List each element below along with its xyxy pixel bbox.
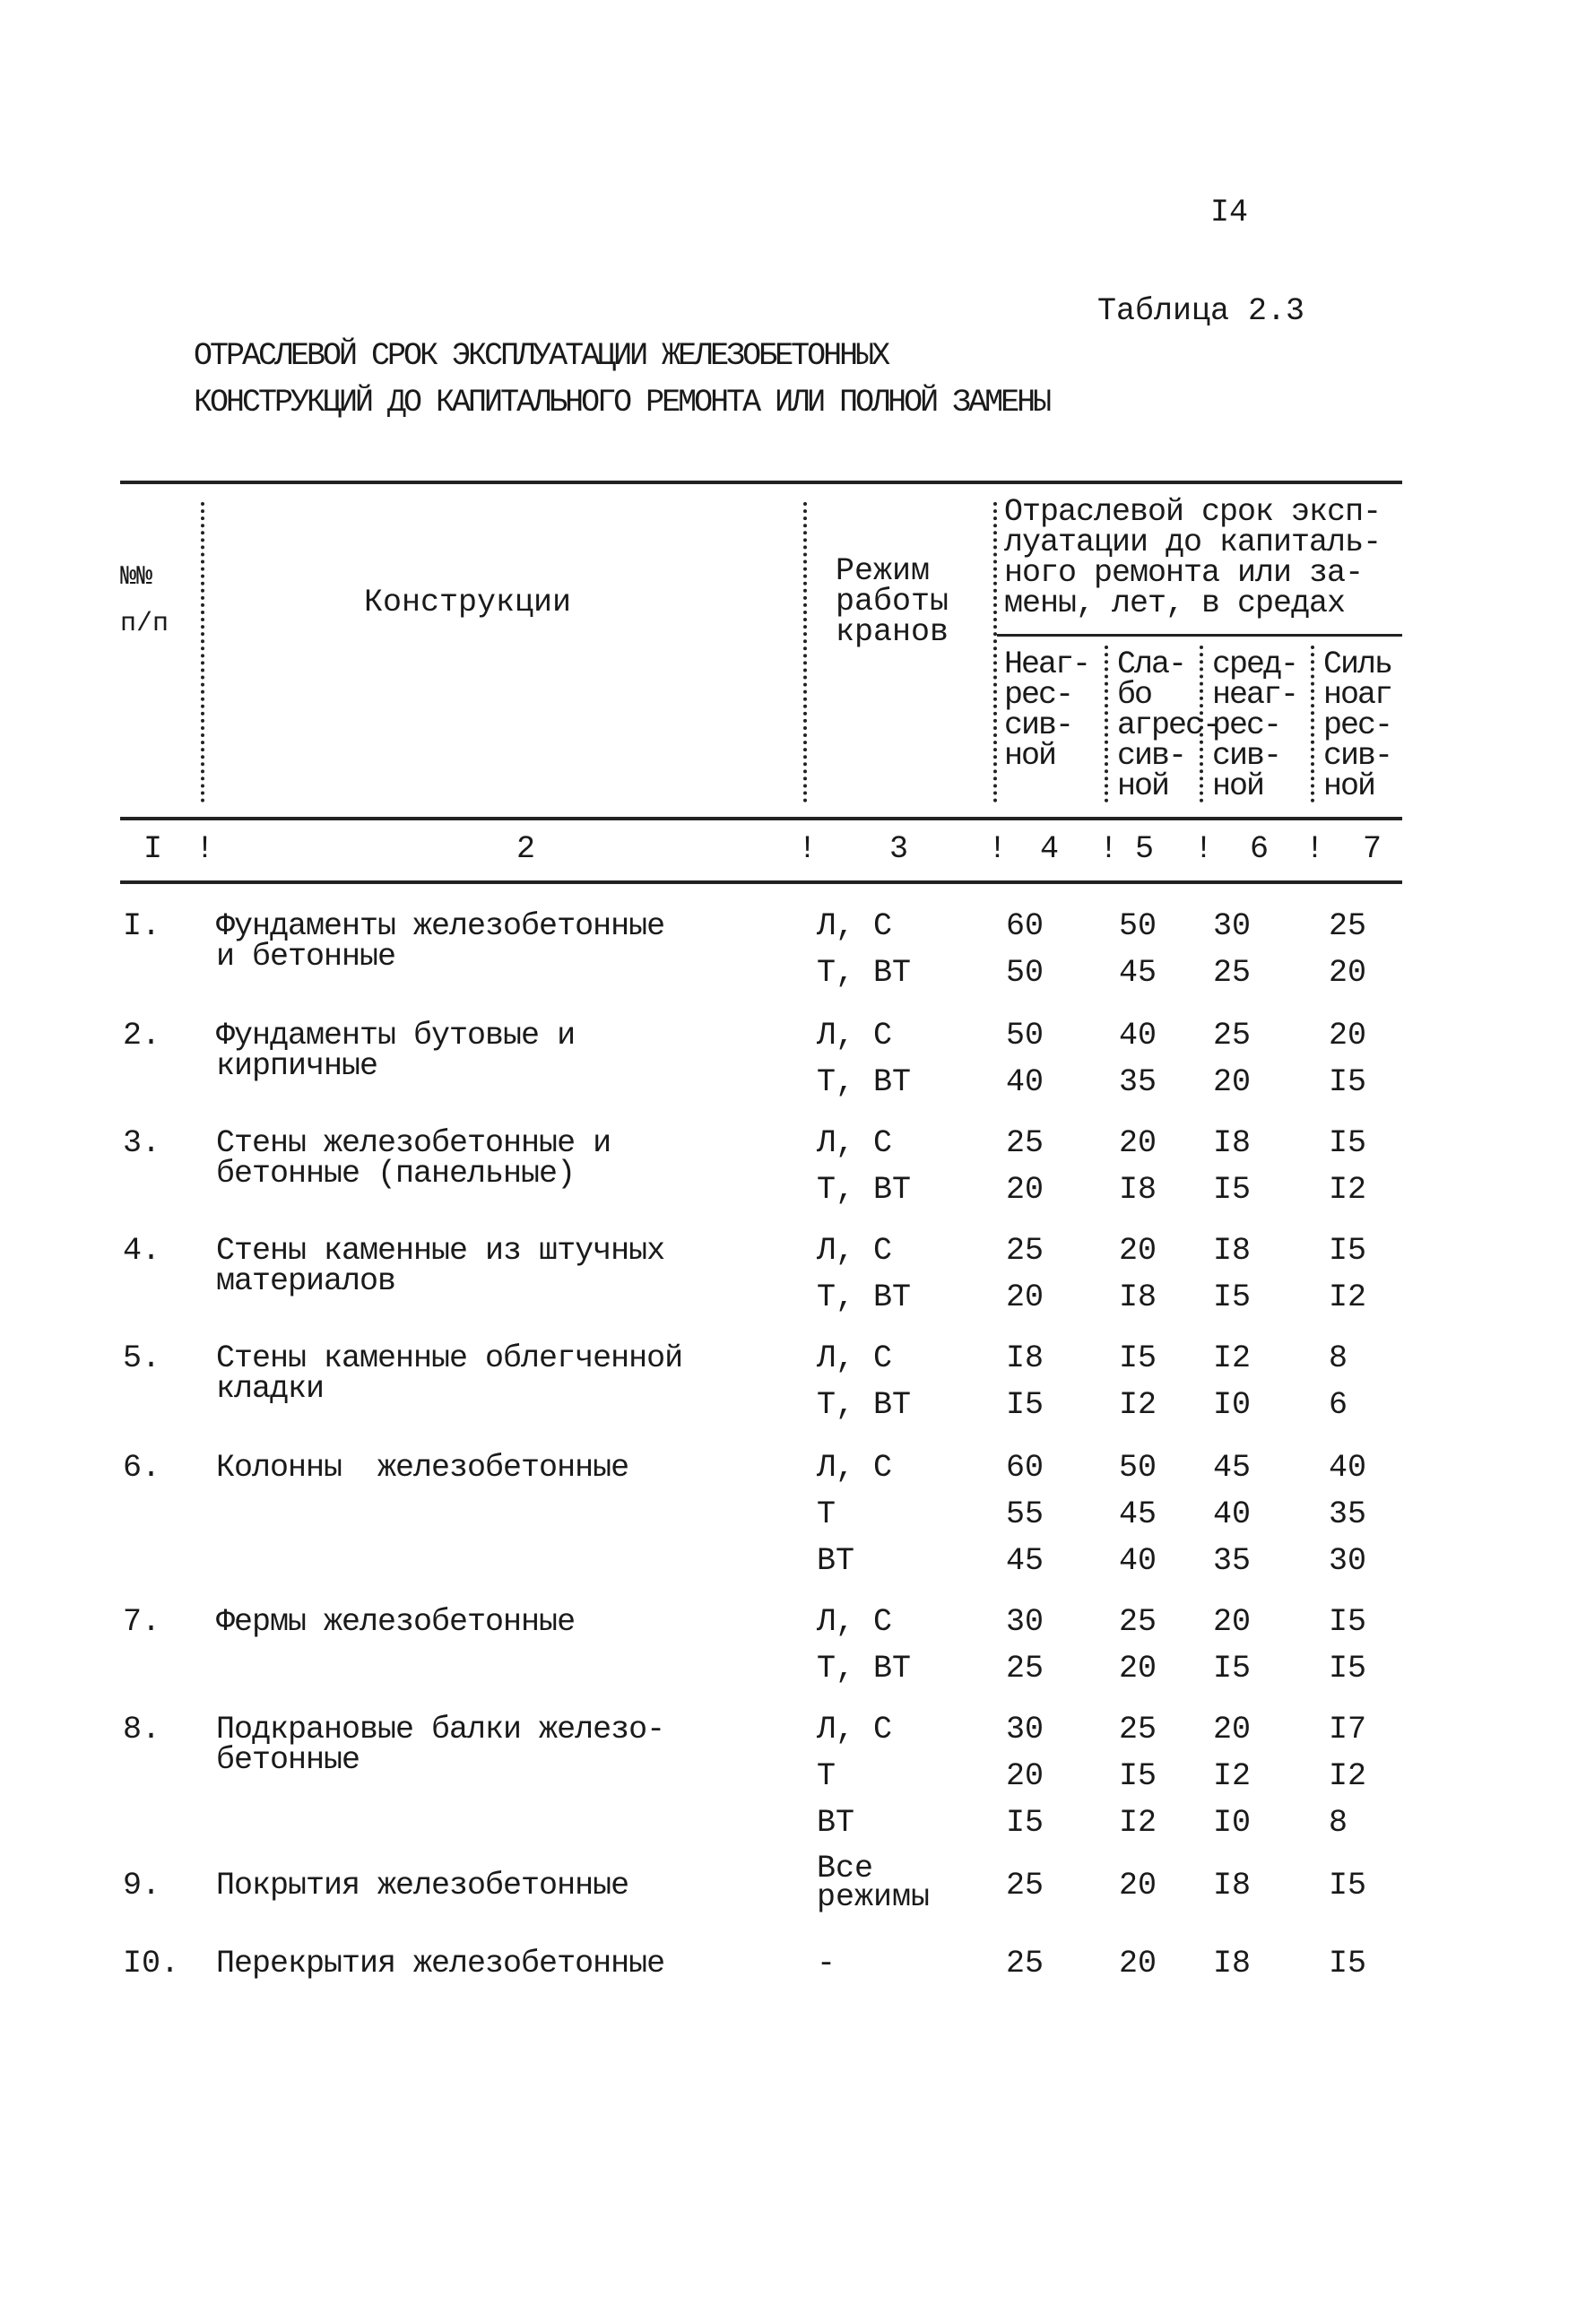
subheader-line: сив-: [1117, 738, 1186, 774]
subheader-line: ной: [1117, 768, 1169, 804]
column-number: 6: [1250, 831, 1270, 867]
service-life-value: I5: [1213, 1172, 1252, 1208]
group-rule: [997, 634, 1402, 637]
crane-regime: Л, С: [817, 1340, 893, 1376]
header-num: [120, 554, 169, 647]
service-life-value: 25: [1006, 1125, 1044, 1161]
service-life-value: I2: [1213, 1758, 1252, 1794]
separator: [201, 502, 204, 802]
service-life-value: 40: [1329, 1450, 1367, 1486]
column-number: 7: [1363, 831, 1382, 867]
service-life-value: I5: [1119, 1340, 1157, 1376]
table-title-line-2: КОНСТРУКЦИЙ ДО КАПИТАЛЬНОГО РЕМОНТА ИЛИ ПОЛНОЙ ЗАМЕНЫ: [194, 385, 1050, 421]
col-number-rule: [120, 880, 1402, 884]
service-life-value: 30: [1006, 1712, 1044, 1747]
service-life-value: I2: [1329, 1758, 1367, 1794]
service-life-value: 20: [1119, 1651, 1157, 1687]
construction-name: Покрытия железобетонные: [216, 1868, 629, 1903]
page-number: I4: [1210, 195, 1249, 230]
service-life-value: 35: [1119, 1064, 1157, 1100]
service-life-value: I8: [1119, 1279, 1157, 1315]
subheader-line: Сла-: [1117, 646, 1186, 682]
table-top-rule: [120, 481, 1402, 484]
subheader-line: рес-: [1212, 707, 1281, 743]
service-life-value: I5: [1213, 1279, 1252, 1315]
service-life-value: 20: [1119, 1125, 1157, 1161]
subheader-line: ноаг: [1323, 677, 1392, 713]
group-line: Отраслевой срок эксп-: [1004, 494, 1382, 530]
crane-regime: Л, С: [817, 1125, 893, 1161]
column-separator: !: [195, 831, 215, 867]
subheader-7: [1323, 646, 1392, 804]
service-life-value: I8: [1119, 1172, 1157, 1208]
service-life-value: 25: [1213, 955, 1252, 991]
service-life-value: I8: [1213, 1868, 1252, 1903]
crane-regime: Л, С: [817, 1018, 893, 1054]
crane-regime: Л, С: [817, 1712, 893, 1747]
crane-regime: ВТ: [817, 1543, 855, 1579]
table-title-line-1: ОТРАСЛЕВОЙ СРОК ЭКСПЛУАТАЦИИ ЖЕЛЕЗОБЕТОННЫХ: [194, 338, 888, 374]
subheader-line: неаг-: [1212, 677, 1298, 713]
service-life-value: I5: [1329, 1604, 1367, 1640]
header-regime: [836, 553, 949, 650]
crane-regime: Т, ВТ: [817, 1279, 912, 1315]
crane-regime: Л, С: [817, 1604, 893, 1640]
crane-regime: ВТ: [817, 1805, 855, 1841]
group-line: ного ремонта или за-: [1004, 555, 1364, 591]
row-number: 6.: [123, 1450, 161, 1486]
construction-name: Фундаменты железобетонные: [216, 908, 665, 944]
construction-name: и бетонные: [216, 939, 396, 975]
construction-name: Колонны железобетонные: [216, 1450, 629, 1486]
subheader-4: [1004, 646, 1090, 774]
service-life-value: 20: [1213, 1604, 1252, 1640]
construction-name: кладки: [216, 1371, 325, 1407]
service-life-value: 40: [1006, 1064, 1044, 1100]
service-life-value: I5: [1329, 1651, 1367, 1687]
separator: [1105, 646, 1108, 802]
row-number: I.: [123, 908, 161, 944]
separator: [1311, 646, 1314, 802]
service-life-value: 45: [1119, 1496, 1157, 1532]
subheader-line: ной: [1323, 768, 1375, 804]
service-life-value: I2: [1119, 1805, 1157, 1841]
service-life-value: I5: [1119, 1758, 1157, 1794]
subheader-line: ной: [1212, 768, 1264, 804]
separator: [993, 502, 997, 802]
service-life-value: 30: [1006, 1604, 1044, 1640]
row-number: 5.: [123, 1340, 161, 1376]
service-life-value: 20: [1006, 1279, 1044, 1315]
crane-regime: Т, ВТ: [817, 1064, 912, 1100]
row-number: 8.: [123, 1712, 161, 1747]
subheader-line: сив-: [1212, 738, 1281, 774]
crane-regime: Л, С: [817, 1233, 893, 1269]
subheader-line: агрес-: [1117, 707, 1220, 743]
service-life-value: 25: [1119, 1604, 1157, 1640]
crane-regime: -: [817, 1946, 836, 1981]
crane-regime: Т: [817, 1758, 836, 1794]
construction-name: Подкрановые балки железо-: [216, 1712, 665, 1747]
column-number: 2: [516, 831, 536, 867]
construction-name: Стены каменные облегченной: [216, 1340, 683, 1376]
service-life-value: 25: [1213, 1018, 1252, 1054]
service-life-value: 20: [1329, 955, 1367, 991]
service-life-value: 60: [1006, 908, 1044, 944]
service-life-value: I2: [1329, 1279, 1367, 1315]
group-line: мены, лет, в средах: [1004, 585, 1346, 621]
service-life-value: 20: [1329, 1018, 1367, 1054]
service-life-value: 6: [1329, 1387, 1348, 1423]
column-separator: !: [1194, 831, 1214, 867]
service-life-value: 8: [1329, 1340, 1348, 1376]
service-life-value: I8: [1213, 1125, 1252, 1161]
subheader-5: [1117, 646, 1220, 804]
construction-name: кирпичные: [216, 1048, 378, 1084]
service-life-value: I5: [1329, 1125, 1367, 1161]
crane-regime: Т: [817, 1496, 836, 1532]
column-number: 3: [889, 831, 909, 867]
service-life-value: I8: [1006, 1340, 1044, 1376]
crane-regime: Т, ВТ: [817, 955, 912, 991]
subheader-line: Неаг-: [1004, 646, 1090, 682]
header-construction: Конструкции: [364, 585, 572, 620]
service-life-value: 8: [1329, 1805, 1348, 1841]
subheader-line: ной: [1004, 738, 1056, 774]
subheader-line: сив-: [1323, 738, 1392, 774]
header-bottom-rule: [120, 817, 1402, 820]
header-num-2: п/п: [120, 609, 169, 639]
service-life-value: 20: [1006, 1172, 1044, 1208]
service-life-value: 25: [1006, 1868, 1044, 1903]
column-separator: !: [1305, 831, 1325, 867]
service-life-value: 25: [1119, 1712, 1157, 1747]
service-life-value: 45: [1213, 1450, 1252, 1486]
column-separator: !: [1099, 831, 1119, 867]
service-life-value: 25: [1006, 1651, 1044, 1687]
crane-regime: Т, ВТ: [817, 1651, 912, 1687]
service-life-value: 25: [1329, 908, 1367, 944]
group-line: луатации до капиталь-: [1004, 525, 1382, 560]
table-label: Таблица 2.3: [1097, 293, 1305, 329]
service-life-value: 25: [1006, 1233, 1044, 1269]
row-number: 9.: [123, 1868, 161, 1903]
column-number: 4: [1040, 831, 1060, 867]
crane-regime: Л, С: [817, 908, 893, 944]
service-life-value: I2: [1213, 1340, 1252, 1376]
service-life-value: 40: [1119, 1543, 1157, 1579]
column-number: 5: [1135, 831, 1155, 867]
service-life-value: I5: [1213, 1651, 1252, 1687]
service-life-value: I8: [1213, 1946, 1252, 1981]
subheader-6: [1212, 646, 1298, 804]
service-life-value: 50: [1119, 1450, 1157, 1486]
service-life-value: I2: [1119, 1387, 1157, 1423]
service-life-value: 30: [1213, 908, 1252, 944]
service-life-value: 50: [1006, 955, 1044, 991]
service-life-value: 50: [1119, 908, 1157, 944]
service-life-value: 20: [1006, 1758, 1044, 1794]
service-life-value: 20: [1119, 1868, 1157, 1903]
subheader-line: бо: [1117, 677, 1152, 713]
construction-name: Стены железобетонные и: [216, 1125, 611, 1161]
service-life-value: I5: [1006, 1805, 1044, 1841]
service-life-value: 45: [1119, 955, 1157, 991]
service-life-value: 35: [1213, 1543, 1252, 1579]
service-life-value: 25: [1006, 1946, 1044, 1981]
header-regime-1: Режим: [836, 553, 931, 589]
separator: [803, 502, 807, 802]
service-life-value: 60: [1006, 1450, 1044, 1486]
subheader-line: сив-: [1004, 707, 1073, 743]
row-number: 4.: [123, 1233, 161, 1269]
header-regime-3: кранов: [836, 614, 949, 650]
service-life-value: 20: [1119, 1946, 1157, 1981]
service-life-value: I7: [1329, 1712, 1367, 1747]
service-life-value: 35: [1329, 1496, 1367, 1532]
column-separator: !: [798, 831, 818, 867]
service-life-value: I0: [1213, 1387, 1252, 1423]
service-life-value: I5: [1329, 1946, 1367, 1981]
row-number: 3.: [123, 1125, 161, 1161]
service-life-value: I0: [1213, 1805, 1252, 1841]
construction-name: Фермы железобетонные: [216, 1604, 576, 1640]
service-life-value: 40: [1119, 1018, 1157, 1054]
column-number: I: [143, 831, 163, 867]
service-life-value: I5: [1329, 1233, 1367, 1269]
service-life-value: 55: [1006, 1496, 1044, 1532]
row-number: I0.: [123, 1946, 180, 1981]
service-life-value: 30: [1329, 1543, 1367, 1579]
construction-name: Стены каменные из штучных: [216, 1233, 665, 1269]
service-life-value: I5: [1329, 1868, 1367, 1903]
row-number: 2.: [123, 1018, 161, 1054]
header-num-1: №№: [120, 562, 153, 593]
service-life-value: I5: [1329, 1064, 1367, 1100]
crane-regime: Все режимы: [817, 1851, 931, 1915]
row-number: 7.: [123, 1604, 161, 1640]
construction-name: Перекрытия железобетонные: [216, 1946, 665, 1981]
service-life-value: 20: [1119, 1233, 1157, 1269]
column-separator: !: [988, 831, 1008, 867]
construction-name: Фундаменты бутовые и: [216, 1018, 576, 1054]
subheader-line: рес-: [1004, 677, 1073, 713]
crane-regime: Л, С: [817, 1450, 893, 1486]
construction-name: бетонные (панельные): [216, 1156, 576, 1192]
service-life-value: I2: [1329, 1172, 1367, 1208]
header-regime-2: работы: [836, 584, 949, 620]
service-life-value: 40: [1213, 1496, 1252, 1532]
service-life-value: I5: [1006, 1387, 1044, 1423]
service-life-value: 45: [1006, 1543, 1044, 1579]
service-life-value: I8: [1213, 1233, 1252, 1269]
crane-regime: Т, ВТ: [817, 1172, 912, 1208]
crane-regime: Т, ВТ: [817, 1387, 912, 1423]
subheader-line: Силь: [1323, 646, 1392, 682]
subheader-line: рес-: [1323, 707, 1392, 743]
service-life-value: 20: [1213, 1712, 1252, 1747]
header-group: [1004, 494, 1382, 621]
construction-name: бетонные: [216, 1742, 360, 1778]
construction-name: материалов: [216, 1263, 396, 1299]
service-life-value: 50: [1006, 1018, 1044, 1054]
subheader-line: сред-: [1212, 646, 1298, 682]
service-life-value: 20: [1213, 1064, 1252, 1100]
